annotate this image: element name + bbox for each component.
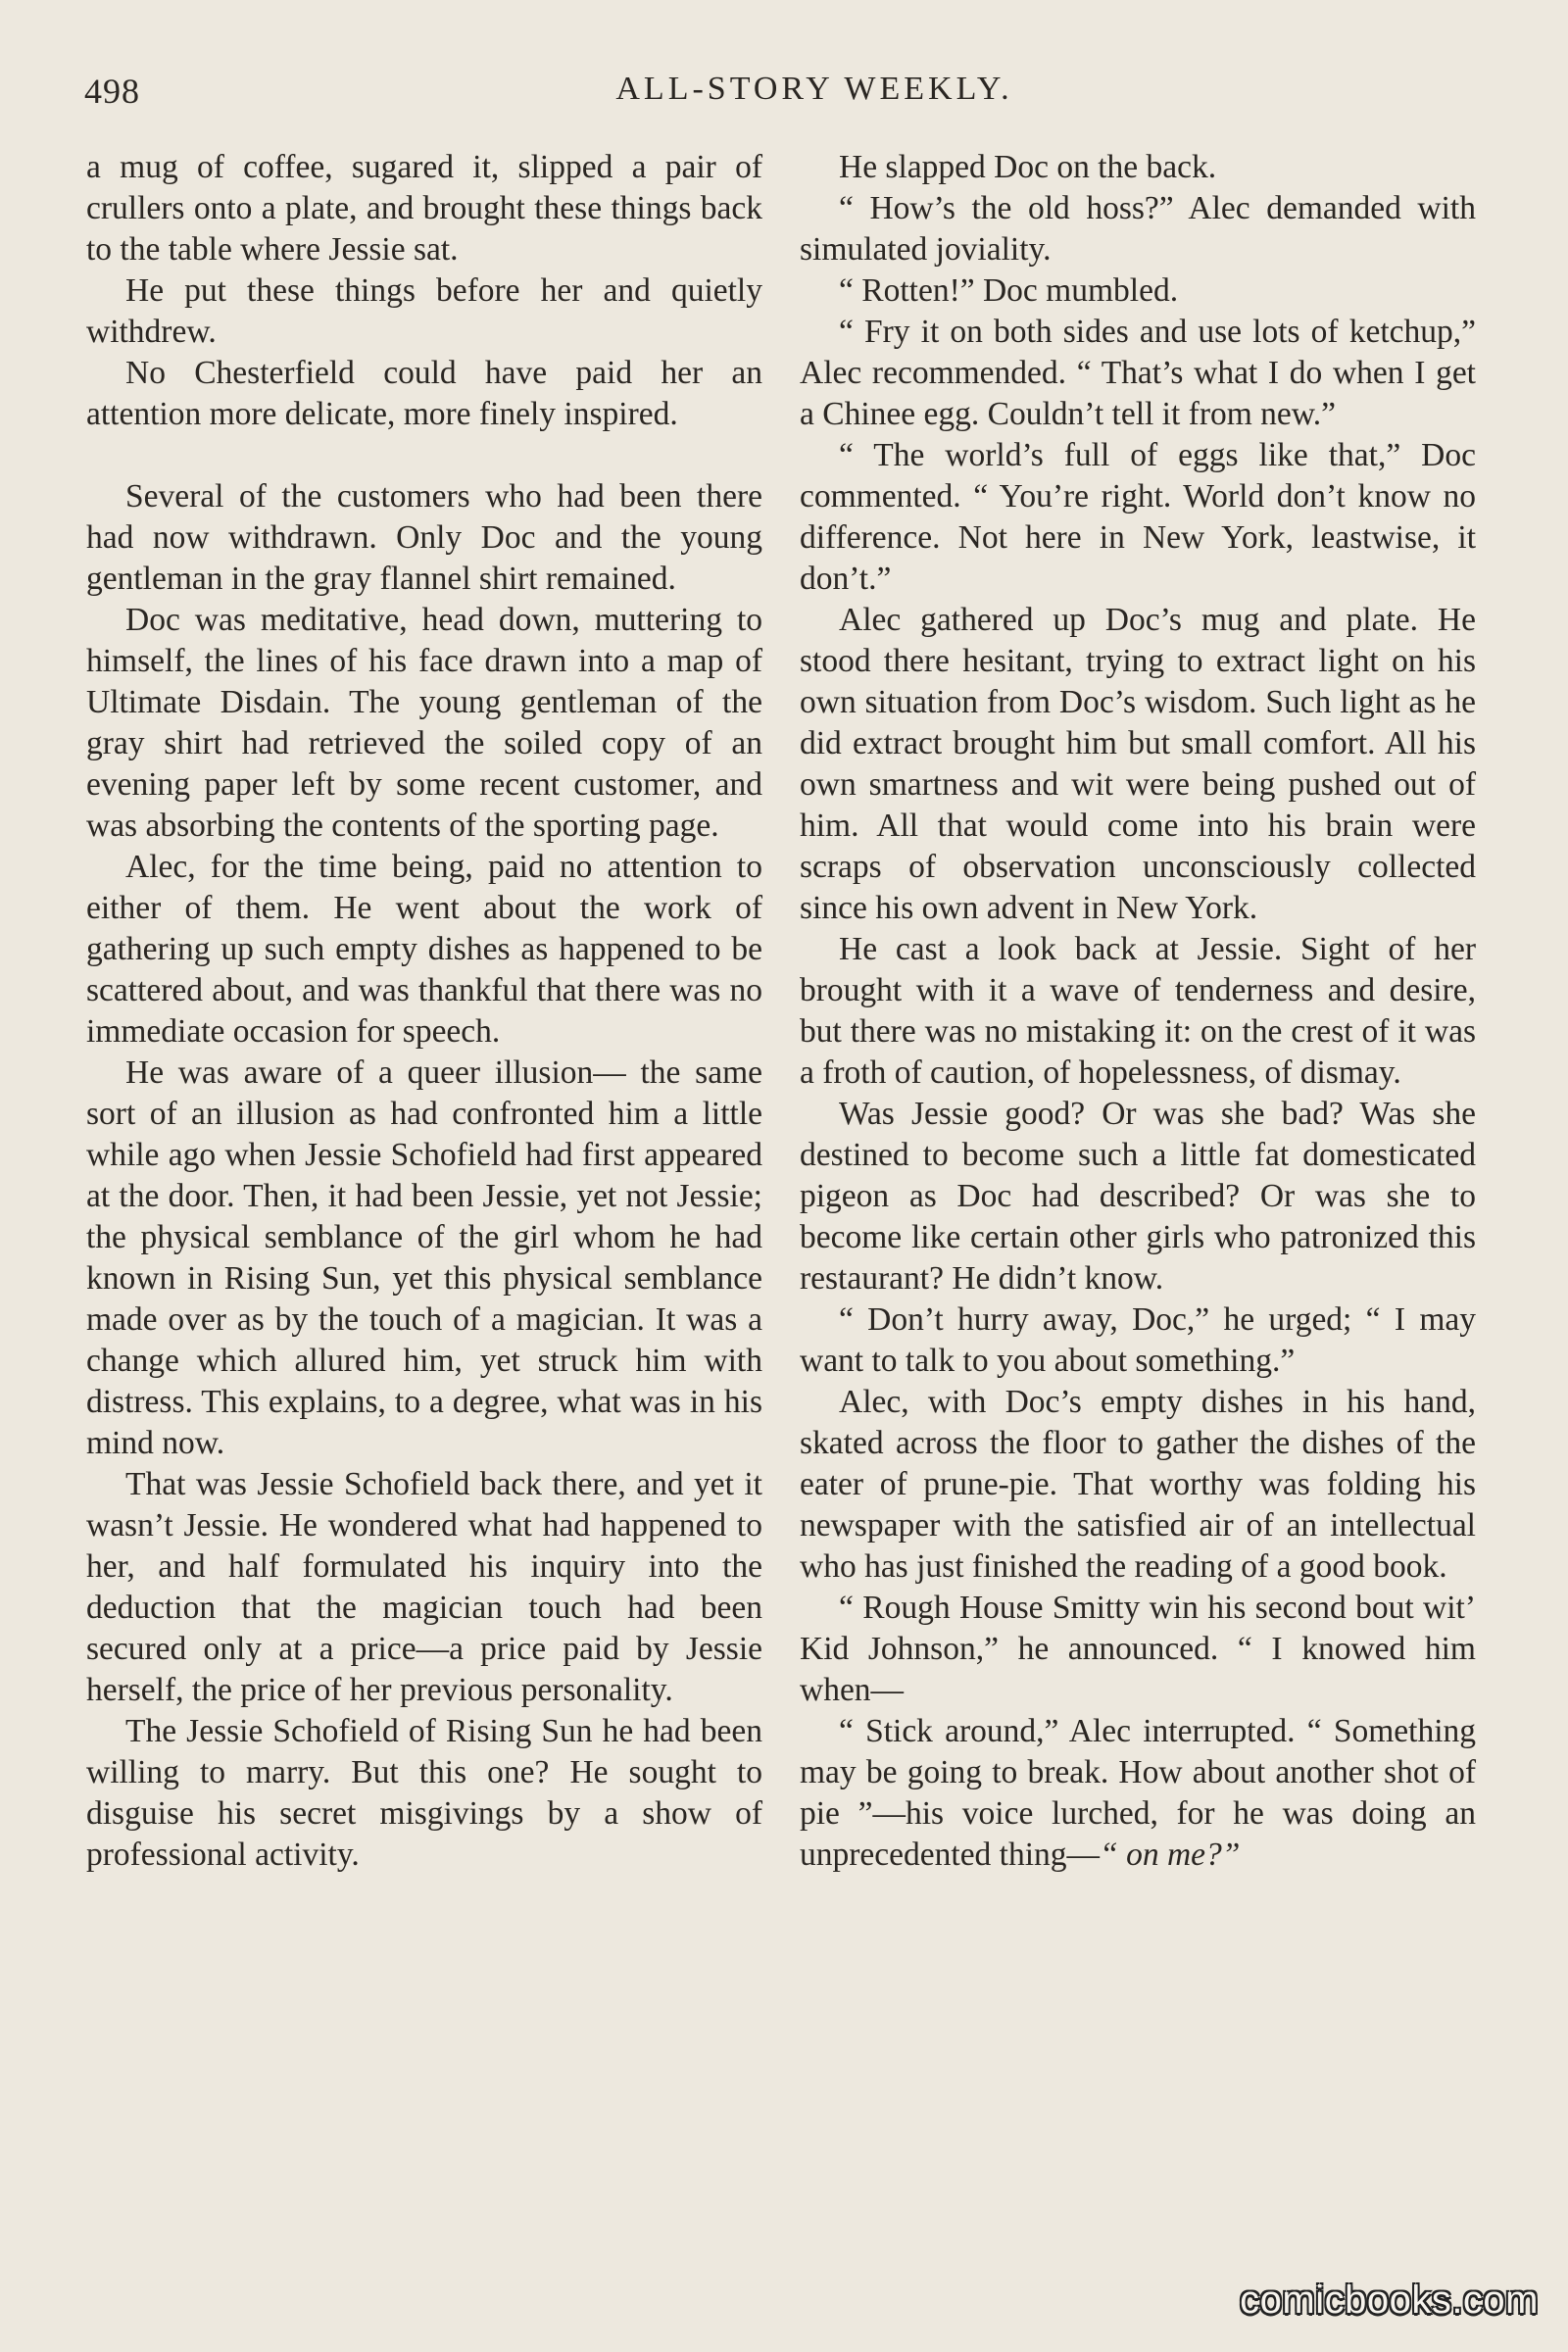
paragraph: Doc was meditative, head down, muttering to himself, the lines of his face drawn into a map of Ultimate Disdain. The young gentleman of the gray shirt had retrieved the soiled copy of an evening paper left by some recent customer, and was absorbing the contents of the sporting page.: [86, 602, 762, 844]
paragraph: Was Jessie good? Or was she bad? Was she destined to become such a little fat domesticated pigeon as Doc had described? Or was she to become like certain other girls who patronized this restaurant? He didn’t know.: [800, 1096, 1476, 1297]
paragraph: [800, 1711, 1476, 1876]
page-header: [84, 71, 1476, 129]
paragraph: He cast a look back at Jessie. Sight of her brought with it a wave of tenderness and desire, but there was no mistaking it: on the crest of it was a froth of caution, of hopelessness, of dismay.: [800, 931, 1476, 1091]
paragraph: a mug of coffee, sugared it, slipped a pair of crullers onto a plate, and brought these things back to the table where Jessie sat.: [86, 149, 762, 268]
paragraph: Alec gathered up Doc’s mug and plate. He stood there hesitant, trying to extract light on his own situation from Doc’s wisdom. Such light as he did extract brought him but small comfort. All his own smartness and wit were being pushed out of him. All that would come into his brain were scraps of observation unconsciously collected since his own advent in New York.: [800, 602, 1476, 926]
italic-text: “ on me?”: [1100, 1837, 1241, 1873]
paragraph: “ Don’t hurry away, Doc,” he urged; “ I may want to talk to you about something.”: [800, 1301, 1476, 1379]
watermark: comicbooks.com: [1240, 2278, 1539, 2322]
running-head: ALL-STORY WEEKLY.: [615, 71, 1013, 107]
paragraph: He was aware of a queer illusion— the same sort of an illusion as had confronted him a little while ago when Jessie Schofield had first appeared at the door. Then, it had been Jessie, yet not Jessie; the physical semblance of the girl whom he had known in Rising Sun, yet this physical semblance made over as by the touch of a magician. It was a change which allured him, yet struck him with distress. This explains, to a degree, what was in his mind now.: [86, 1054, 762, 1461]
paragraph: He put these things before her and quietly withdrew.: [86, 272, 762, 350]
section-break: [86, 435, 762, 476]
paragraph-text: “ Stick around,” Alec interrupted. “ Something may be going to break. How about another shot of pie ”—his voice lurched, for he was doing an unprecedented thing—: [800, 1713, 1476, 1873]
paragraph: Alec, with Doc’s empty dishes in his hand, skated across the floor to gather the dishes of the eater of prune-pie. That worthy was folding his newspaper with the satisfied air of an intellectual who has just finished the reading of a good book.: [800, 1384, 1476, 1585]
paragraph: “ Rotten!” Doc mumbled.: [839, 272, 1179, 309]
paragraph: “ How’s the old hoss?” Alec demanded with simulated joviality.: [800, 190, 1476, 268]
paragraph: Several of the customers who had been there had now withdrawn. Only Doc and the young gentleman in the gray flannel shirt remained.: [86, 478, 762, 597]
paragraph: No Chesterfield could have paid her an attention more delicate, more finely inspired.: [86, 355, 762, 432]
paragraph: That was Jessie Schofield back there, and yet it wasn’t Jessie. He wondered what had happened to her, and half formulated his inquiry into the deduction that the magician touch had been secured only at a price—a price paid by Jessie herself, the price of her previous personality.: [86, 1466, 762, 1708]
paragraph: Alec, for the time being, paid no attention to either of them. He went about the work of gathering up such empty dishes as happened to be scattered about, and was thankful that there was no immediate occasion for speech.: [86, 849, 762, 1050]
paragraph: The Jessie Schofield of Rising Sun he had been willing to marry. But this one? He sought to disguise his secret misgivings by a show of professional activity.: [86, 1713, 762, 1873]
page-number: 498: [84, 72, 140, 111]
paragraph: “ The world’s full of eggs like that,” Doc commented. “ You’re right. World don’t know no difference. Not here in New York, leastwise, it don’t.”: [800, 437, 1476, 597]
paragraph: He slapped Doc on the back.: [839, 149, 1217, 185]
left-column: [86, 147, 762, 1876]
paragraph: “ Rough House Smitty win his second bout wit’ Kid Johnson,” he announced. “ I knowed him when—: [800, 1590, 1476, 1708]
paragraph: “ Fry it on both sides and use lots of ketchup,” Alec recommended. “ That’s what I do when I get a Chinee egg. Couldn’t tell it from new.”: [800, 314, 1476, 432]
right-column: [800, 147, 1476, 1876]
